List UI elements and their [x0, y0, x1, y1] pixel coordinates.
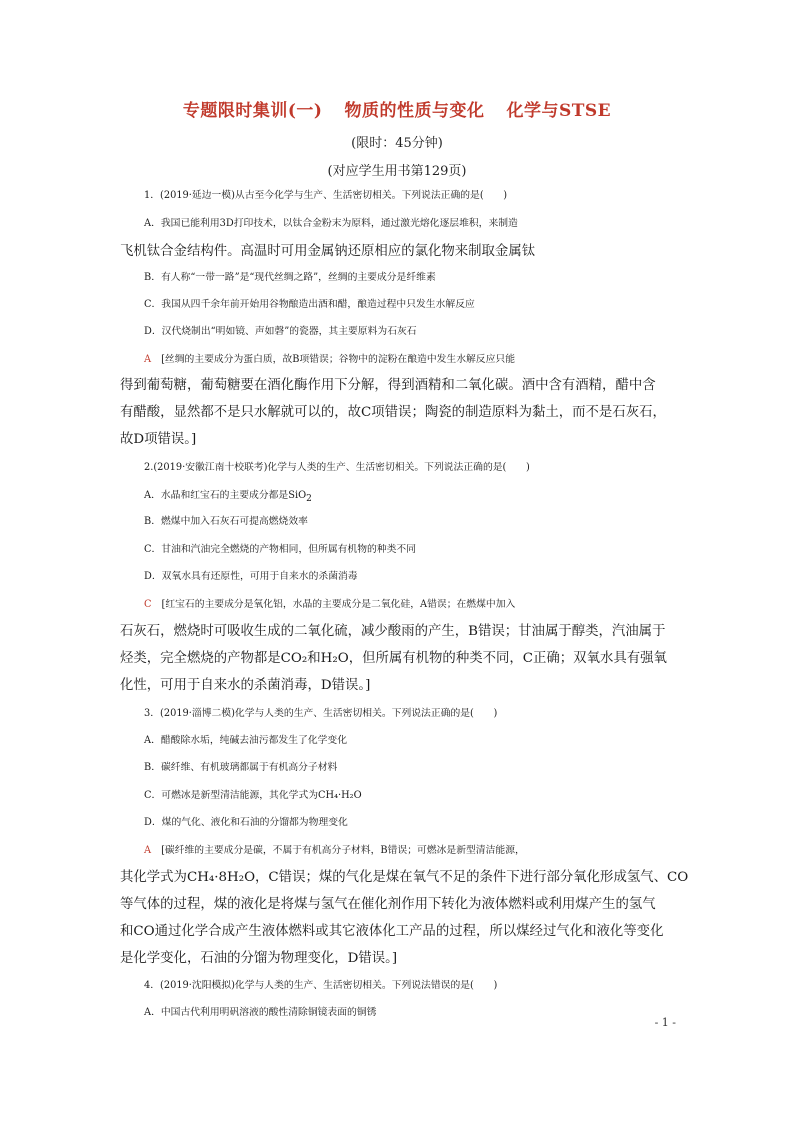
q2-option-a-subscript: 2	[306, 493, 312, 504]
q1-explanation-line4: 故D项错误。]	[120, 432, 197, 447]
q2-stem: 2.(2019·安徽江南十校联考)化学与人类的生产、生活密切相关。下列说法正确的是( )	[144, 462, 530, 473]
page-title	[0, 96, 794, 121]
q2-explanation-line3: 烃类，完全燃烧的产物都是CO₂和H₂O，但所属有机物的种类不同，C正确；双氧水具有强氧	[120, 651, 667, 666]
q1-option-a-line1: A．我国已能利用3D打印技术，以钛合金粉末为原料，通过激光熔化逐层堆积，来制造	[144, 218, 518, 229]
q2-explanation-line4: 化性，可用于自来水的杀菌消毒，D错误。]	[120, 678, 371, 693]
q3-explanation-line5: 是化学变化，石油的分馏为物理变化，D错误。]	[120, 951, 398, 966]
q2-option-c: C．甘油和汽油完全燃烧的产物相同，但所属有机物的种类不同	[144, 544, 417, 555]
q1-option-c: C．我国从四千余年前开始用谷物酿造出酒和醋，酿造过程中只发生水解反应	[144, 299, 475, 310]
q1-stem: 1．(2019·延边一模)从古至今化学与生产、生活密切相关。下列说法正确的是( )	[144, 190, 508, 201]
q3-explanation-text1: [碳纤维的主要成分是碳，不属于有机高分子材料，B错误；可燃冰是新型清洁能源，	[161, 845, 525, 856]
q1-option-a-line2: 飞机钛合金结构件。高温时可用金属钠还原相应的氯化物来制取金属钛	[120, 244, 536, 259]
title-part-2: 物质的性质与变化	[344, 101, 485, 121]
q3-explanation-line3: 等气体的过程，煤的液化是将煤与氢气在催化剂作用下转化为液体燃料或利用煤产生的氢气	[120, 897, 656, 912]
q3-option-b: B．碳纤维、有机玻璃都属于有机高分子材料	[144, 762, 338, 773]
q3-explanation-line4: 和CO通过化学合成产生液体燃料或其它液体化工产品的过程，所以煤经过气化和液化等变化	[120, 924, 664, 939]
q1-explanation-line2: 得到葡萄糖，葡萄糖要在酒化酶作用下分解，得到酒精和二氧化碳。酒中含有酒精，醋中含	[120, 378, 656, 393]
q3-option-d: D．煤的气化、液化和石油的分馏都为物理变化	[144, 817, 348, 828]
q3-explanation-line2: 其化学式为CH₄·8H₂O，C错误；煤的气化是煤在氧气不足的条件下进行部分氧化形成氢气、CO	[120, 870, 689, 885]
q3-explanation-line1	[144, 841, 704, 861]
page-number: - 1 -	[654, 1016, 676, 1029]
textbook-reference: (对应学生用书第129页)	[327, 164, 467, 179]
q1-explanation-text1: [丝绸的主要成分为蛋白质，故B项错误；谷物中的淀粉在酿造中发生水解反应只能	[161, 354, 515, 365]
q1-answer: A	[144, 354, 152, 365]
title-part-3: 化学与STSE	[506, 101, 612, 121]
q1-explanation-line3: 有醋酸，显然都不是只水解就可以的，故C项错误；陶瓷的制造原料为黏土，而不是石灰石，	[120, 405, 666, 420]
q1-option-d: D．汉代烧制出“明如镜、声如磬”的瓷器，其主要原料为石灰石	[144, 326, 417, 337]
q2-option-b: B．燃煤中加入石灰石可提高燃烧效率	[144, 516, 308, 527]
q3-stem: 3．(2019·淄博二模)化学与人类的生产、生活密切相关。下列说法正确的是( )	[144, 708, 498, 719]
q2-option-d: D．双氧水具有还原性，可用于自来水的杀菌消毒	[144, 571, 358, 582]
q3-answer: A	[144, 845, 152, 856]
q1-explanation-line1	[144, 350, 704, 370]
time-limit: (限时：45分钟)	[351, 136, 443, 151]
q2-explanation-line1	[144, 595, 704, 615]
q1-option-b: B．有人称“一带一路”是“现代丝绸之路”，丝绸的主要成分是纤维素	[144, 272, 436, 283]
q2-option-a-text: A．水晶和红宝石的主要成分都是SiO	[144, 490, 307, 501]
q2-option-a	[144, 486, 704, 509]
title-part-1: 专题限时集训(一)	[182, 101, 323, 121]
q2-explanation-line2: 石灰石，燃烧时可吸收生成的二氧化硫，减少酸雨的产生，B错误；甘油属于醇类，汽油属于	[120, 624, 666, 639]
q4-stem: 4．(2019·沈阳模拟)化学与人类的生产、生活密切相关。下列说法错误的是( )	[144, 980, 498, 991]
q3-option-c: C．可燃冰是新型清洁能源，其化学式为CH₄·H₂O	[144, 790, 362, 801]
q2-explanation-text1: [红宝石的主要成分是氧化铝，水晶的主要成分是二氧化硅，A错误；在燃煤中加入	[161, 599, 516, 610]
q2-answer: C	[144, 599, 152, 610]
q3-option-a: A．醋酸除水垢，纯碱去油污都发生了化学变化	[144, 735, 348, 746]
q4-option-a: A．中国古代利用明矾溶液的酸性清除铜镜表面的铜锈	[144, 1007, 377, 1018]
